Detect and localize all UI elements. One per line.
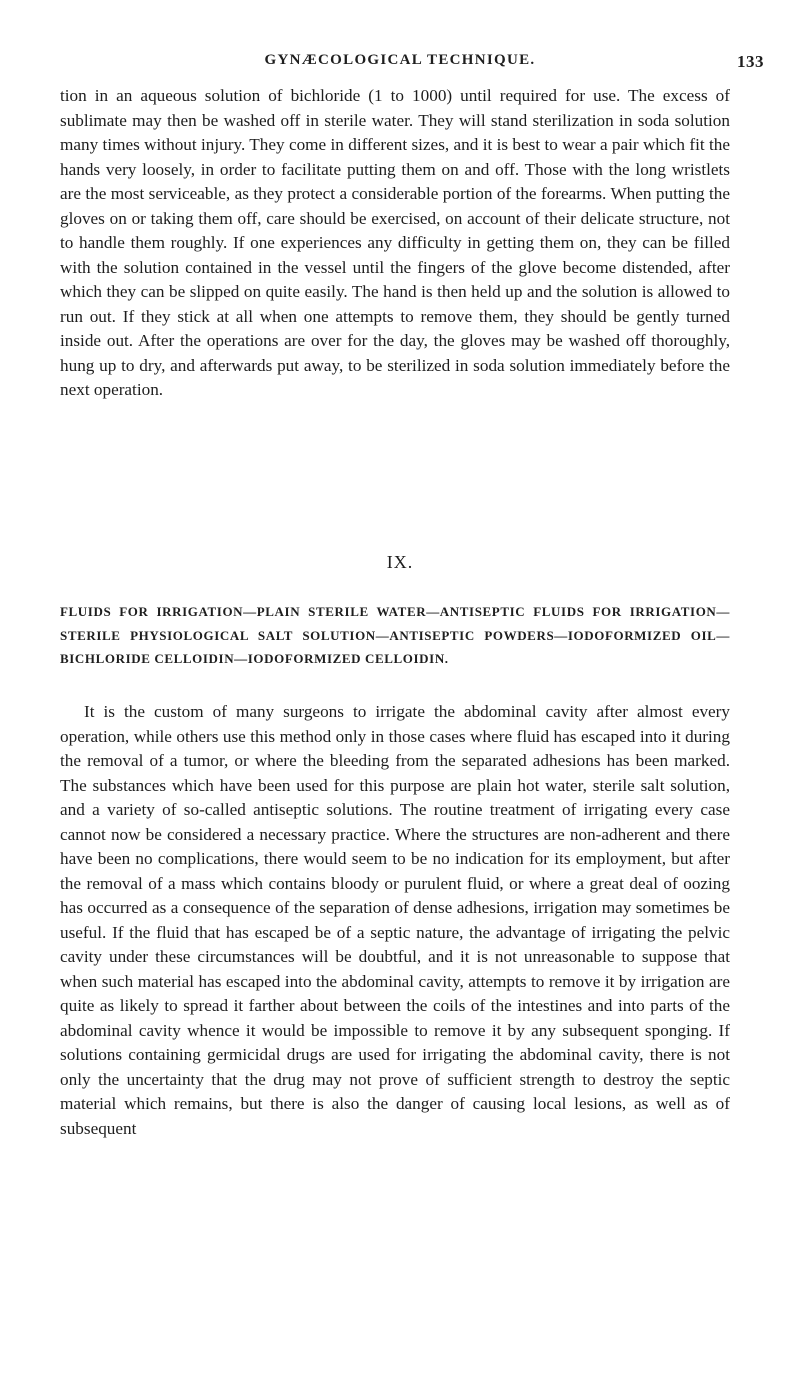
page-number: 133 (737, 52, 764, 71)
body-paragraph: tion in an aqueous solution of bichloride (1 to 1000) until required for use. The excess of sublimate may then be washed off in sterile water. They will stand sterilization in soda solution many times without injury. They come in different sizes, and it is best to wear a pair which fit the hands very loosely, in order to facilitate putting them on and off. Those with the long wristlets are the most serviceable, as they protect a considerable portion of the forearms. When putting the gloves on or taking them off, care should be exercised, on account of their delicate structure, not to handle them roughly. If one experiences any difficulty in getting them on, they can be filled with the solution contained in the vessel until the fingers of the glove become distended, after which they can be slipped on quite easily. The hand is then held up and the solution is allowed to run out. If they stick at all when one attempts to remove them, they should be gently turned inside out. After the operations are over for the day, the gloves may be washed off thoroughly, hung up to dry, and afterwards put away, to be sterilized in soda solution immediately before the next operation. (60, 86, 730, 399)
running-title: GYNÆCOLOGICAL TECHNIQUE. (264, 52, 536, 68)
running-head (40, 52, 764, 76)
section-body-paragraph: It is the custom of many surgeons to irrigate the abdominal cavity after almost every operation, while others use this method only in those cases where fluid has escaped into it during the removal of a tumor, or where the bleeding from the separated adhesions has been marked. The substances which have been used for this purpose are plain hot water, sterile salt solution, and a variety of so-called antiseptic solutions. The routine treatment of irrigating every case cannot now be considered a necessary practice. Where the structures are non-adherent and there have been no complications, there would seem to be no indication for its employment, but after the removal of a mass which contains bloody or purulent fluid, or where a great deal of oozing has occurred as a consequence of the separation of dense adhesions, irrigation may sometimes be useful. If the fluid that has escaped be of a septic nature, the advantage of irrigating the pelvic cavity under these circumstances will be doubtful, and it is not unreasonable to suppose that when such material has escaped into the abdominal cavity, attempts to remove it by irrigation are quite as likely to spread it farther about between the coils of the intestines and into parts of the abdominal cavity whence it would be impossible to remove it by any subsequent sponging. If solutions containing germicidal drugs are used for irrigating the abdominal cavity, there is not only the uncertainty that the drug may not prove of sufficient strength to destroy the septic material which remains, but there is also the danger of causing local lesions, as well as of subsequent (60, 702, 730, 1138)
section-number: IX. (386, 552, 414, 572)
section-heading: FLUIDS FOR IRRIGATION—PLAIN STERILE WATER—ANTISEPTIC FLUIDS FOR IRRIGATION—STERILE PHYSIOLOGICAL SALT SOLUTION—ANTISEPTIC POWDERS—IODOFORMIZED OIL—BICHLORIDE CELLOIDIN—IODOFORMIZED CELLOIDIN. (60, 604, 730, 666)
